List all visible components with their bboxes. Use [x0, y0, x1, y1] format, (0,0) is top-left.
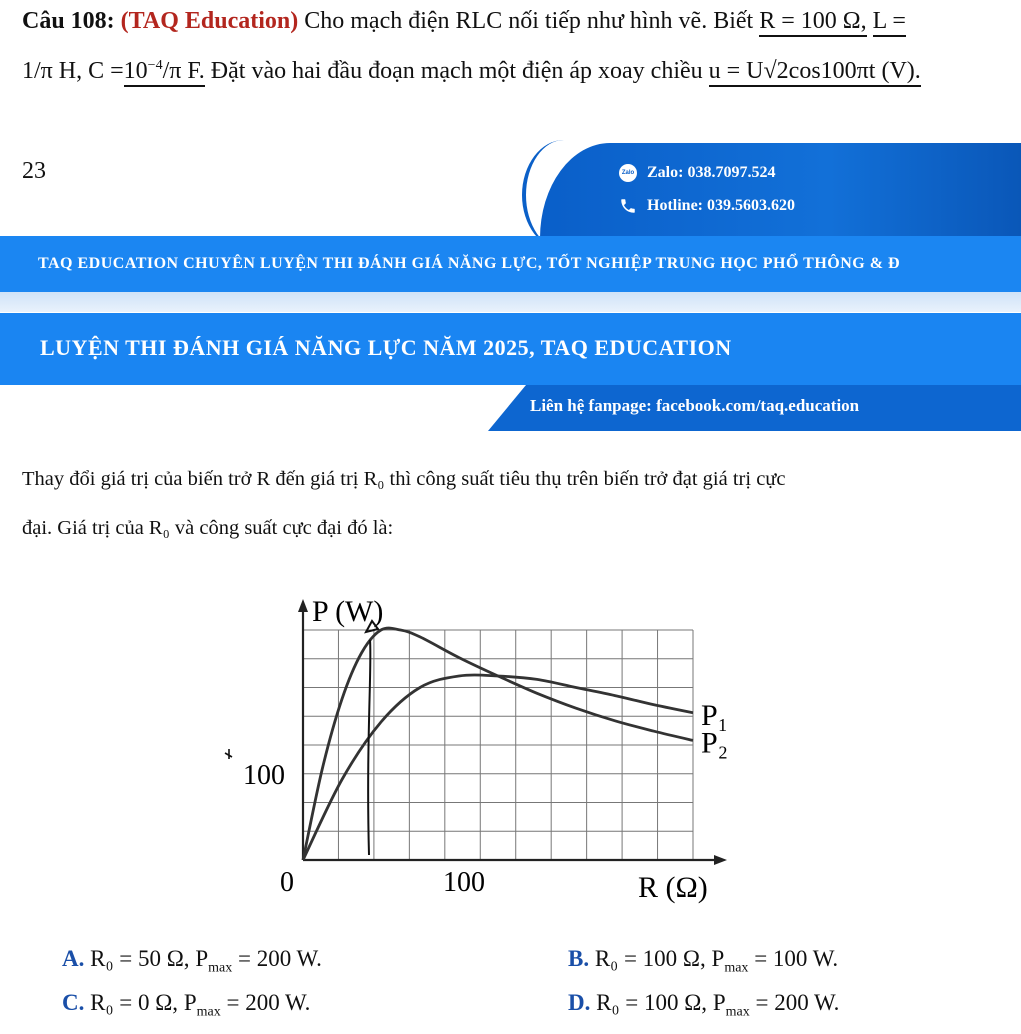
- c-value: [124, 58, 205, 87]
- answer-b[interactable]: [568, 946, 838, 977]
- zalo-icon: Zalo: [619, 164, 637, 182]
- graph-grid: [303, 630, 693, 860]
- answer-d-label: D.: [568, 990, 591, 1015]
- answer-a-r0: R₀ = 50 Ω,: [90, 946, 190, 971]
- l-start: L =: [873, 8, 906, 37]
- x-tick-label: 100: [443, 867, 485, 898]
- hotline-contact: [619, 197, 795, 215]
- answer-a-p: P: [195, 946, 209, 971]
- series-curve-p2: [303, 628, 693, 860]
- answer-d-max: max: [725, 1004, 750, 1020]
- series-label-p1: P₁: [701, 698, 729, 732]
- fanpage-link[interactable]: Liên hệ fanpage: facebook.com/taq.education: [530, 396, 860, 415]
- answer-d-r0: R₀ = 100 Ω,: [596, 990, 708, 1015]
- r-value: R = 100 Ω,: [759, 8, 866, 37]
- question-voltage-intro: Đặt vào hai đầu đoạn mạch một điện áp xoay chiều: [210, 58, 703, 84]
- answer-c-r0: R₀ = 0 Ω,: [90, 990, 179, 1015]
- answer-a[interactable]: [62, 946, 322, 977]
- answer-b-label: B.: [568, 946, 590, 971]
- x-axis-label: R (Ω): [638, 871, 708, 904]
- hotline-text: Hotline: 039.5603.620: [647, 197, 795, 214]
- answer-c-p: P: [183, 990, 197, 1015]
- problem-line-2: đại. Giá trị của R₀ và công suất cực đại đó là:: [22, 517, 394, 539]
- series-label-p2: P₂: [701, 726, 729, 760]
- power-resistance-graph: [200, 585, 760, 915]
- zalo-text: Zalo: 038.7097.524: [647, 164, 776, 181]
- banner-gap: [0, 292, 1021, 312]
- problem-line-1: Thay đổi giá trị của biến trở R đến giá trị R₀ thì công suất tiêu thụ trên biến trở đạt giá trị cực: [22, 468, 786, 490]
- answer-d-value: = 200 W.: [755, 990, 840, 1015]
- answer-d[interactable]: [568, 990, 839, 1021]
- answer-a-label: A.: [62, 946, 85, 971]
- y-tick-label: 100: [243, 760, 285, 791]
- banner-main-title: LUYỆN THI ĐÁNH GIÁ NĂNG LỰC NĂM 2025, TAQ EDUCATION: [40, 335, 732, 360]
- contact-band: [540, 143, 1021, 238]
- series-curve-p1: [303, 675, 693, 860]
- y-axis-label: P (W): [312, 595, 384, 628]
- c-label: C =: [88, 58, 124, 84]
- banner-stripe: TAQ EDUCATION CHUYÊN LUYỆN THI ĐÁNH GIÁ NĂNG LỰC, TỐT NGHIỆP TRUNG HỌC PHỔ THÔNG & Đ: [0, 236, 1021, 292]
- answer-d-p: P: [712, 990, 726, 1015]
- answer-c-label: C.: [62, 990, 85, 1015]
- answer-c[interactable]: [62, 990, 310, 1021]
- answer-a-max: max: [208, 960, 233, 976]
- question-number: Câu 108:: [22, 8, 115, 34]
- answer-c-max: max: [196, 1004, 221, 1020]
- c-base: 10: [123, 58, 148, 84]
- voltage-expression: u = U√2cos100πt (V).: [709, 58, 921, 87]
- handwritten-mark: [368, 640, 370, 855]
- y-axis-arrow: [298, 599, 308, 612]
- zalo-contact: [619, 164, 775, 182]
- phone-icon: [619, 197, 637, 215]
- origin-tick-label: 0: [280, 867, 294, 898]
- question-line-1: [22, 8, 906, 35]
- question-line-2: [22, 58, 921, 85]
- answer-b-r0: R₀ = 100 Ω,: [594, 946, 706, 971]
- answer-b-p: P: [711, 946, 725, 971]
- answer-a-value: = 200 W.: [237, 946, 322, 971]
- answer-c-value: = 200 W.: [226, 990, 311, 1015]
- handwritten-tick: [225, 749, 232, 759]
- question-intro: Cho mạch điện RLC nối tiếp như hình vẽ. Biết: [304, 8, 754, 34]
- answer-b-max: max: [724, 960, 749, 976]
- question-source: (TAQ Education): [120, 8, 299, 34]
- c-rest: /π F.: [162, 58, 205, 84]
- c-exp: −4: [147, 58, 163, 73]
- x-axis-arrow: [714, 855, 727, 865]
- l-value: 1/π H,: [22, 58, 83, 84]
- answer-b-value: = 100 W.: [754, 946, 839, 971]
- page-number: 23: [22, 158, 46, 184]
